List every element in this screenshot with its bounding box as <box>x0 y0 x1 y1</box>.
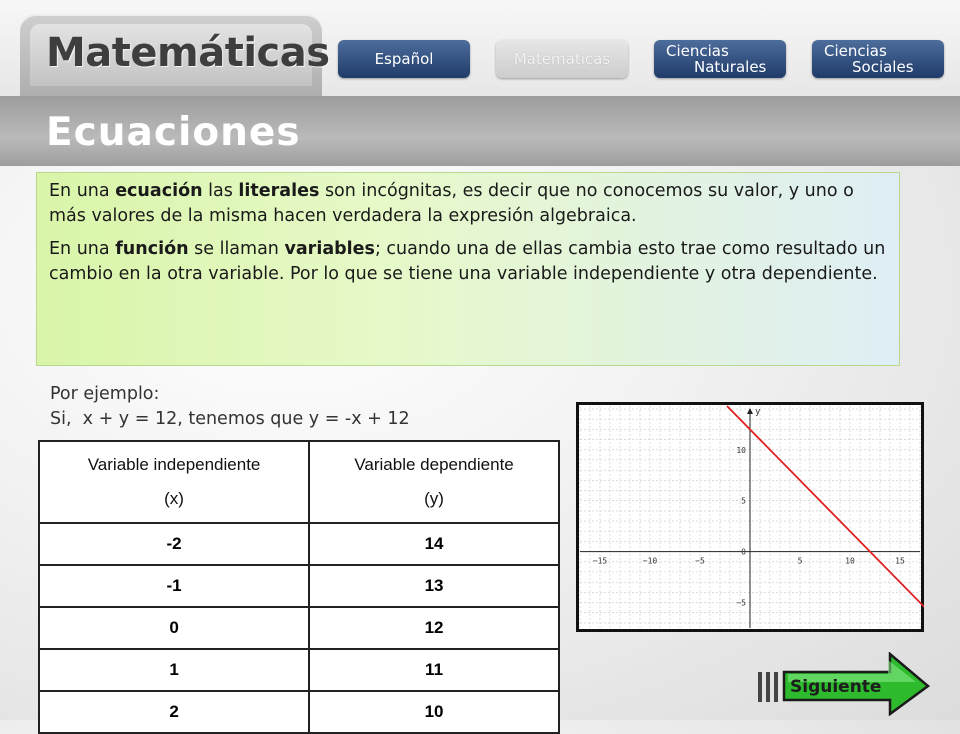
bold-term-literales: literales <box>238 181 320 201</box>
cell-x: -1 <box>39 565 309 607</box>
cell-y: 14 <box>309 523 559 565</box>
next-bar-icon <box>774 672 778 702</box>
cell-y: 10 <box>309 691 559 733</box>
nav-espanol-button[interactable] <box>338 40 470 78</box>
x-tick-label: −5 <box>695 556 705 566</box>
cell-y: 11 <box>309 649 559 691</box>
nav-matematicas-button[interactable] <box>496 40 628 78</box>
info-paragraph-2 <box>49 237 889 287</box>
y-axis-label: y <box>755 407 761 417</box>
header-independent-line2: (x) <box>164 489 184 508</box>
header-dependent-line1: Variable dependiente <box>354 455 514 474</box>
bold-term-funcion: función <box>115 239 189 259</box>
nav-ciencias-naturales-button[interactable] <box>654 40 786 78</box>
y-tick-label: 0 <box>741 547 746 557</box>
x-tick-label: −10 <box>642 556 658 566</box>
x-tick-label: 10 <box>845 556 855 566</box>
example-line-1: Por ejemplo: <box>50 384 160 404</box>
cell-x: -2 <box>39 523 309 565</box>
example-text <box>50 382 410 432</box>
next-bar-icon <box>758 672 762 702</box>
nav-ciencias-naturales-line2: Naturales <box>694 58 767 76</box>
text-run: ; cuando una de ellas cambia esto trae como resultado un cambio en la otra variable. Por lo que se tiene una variable independiente y otra dependiente. <box>49 239 886 284</box>
next-bar-icon <box>766 672 770 702</box>
table-row <box>39 607 559 649</box>
y-tick-label: 5 <box>741 496 746 506</box>
x-tick-label: −15 <box>592 556 608 566</box>
cell-x: 2 <box>39 691 309 733</box>
nav-ciencias-sociales-button[interactable] <box>812 40 944 78</box>
bold-term-ecuacion: ecuación <box>115 181 203 201</box>
cell-y: 12 <box>309 607 559 649</box>
nav-ciencias-sociales-line1: Ciencias <box>824 42 887 60</box>
nav-espanol-label: Español <box>374 49 434 68</box>
x-tick-label: 5 <box>797 556 803 566</box>
example-line-2: Si, x + y = 12, tenemos que y = -x + 12 <box>50 409 410 429</box>
text-run: En una <box>49 181 116 201</box>
text-run: se llaman <box>188 239 285 259</box>
info-box <box>36 172 900 366</box>
table-row <box>39 691 559 733</box>
bold-term-variables: variables <box>284 239 375 259</box>
function-graph <box>576 402 924 632</box>
nav-ciencias-sociales-line2: Sociales <box>852 58 914 76</box>
table-row <box>39 649 559 691</box>
table-row <box>39 523 559 565</box>
info-paragraph-1 <box>49 179 889 229</box>
table-row <box>39 565 559 607</box>
header-independent <box>39 441 309 523</box>
text-run: son incógnitas, es decir que no conocemos su valor, y uno o más valores de la misma hacen verdadera la expresión algebraica. <box>49 181 854 226</box>
cell-y: 13 <box>309 565 559 607</box>
nav-ciencias-naturales-line1: Ciencias <box>666 42 729 60</box>
cell-x: 1 <box>39 649 309 691</box>
header-independent-line1: Variable independiente <box>87 455 261 474</box>
text-run: las <box>202 181 239 201</box>
x-tick-label: 15 <box>895 556 905 566</box>
table-header-row <box>39 441 559 523</box>
header-dependent <box>309 441 559 523</box>
nav-matematicas-label: Matemáticas <box>513 49 611 68</box>
y-tick-label: 10 <box>736 445 746 455</box>
values-table <box>38 440 560 734</box>
section-title: Ecuaciones <box>46 110 301 155</box>
text-run: En una <box>49 239 116 259</box>
next-button-label[interactable]: Siguiente <box>790 677 882 697</box>
header-dependent-line2: (y) <box>424 489 444 508</box>
y-tick-label: −5 <box>736 598 746 608</box>
brand-title: Matemáticas <box>46 30 330 76</box>
cell-x: 0 <box>39 607 309 649</box>
